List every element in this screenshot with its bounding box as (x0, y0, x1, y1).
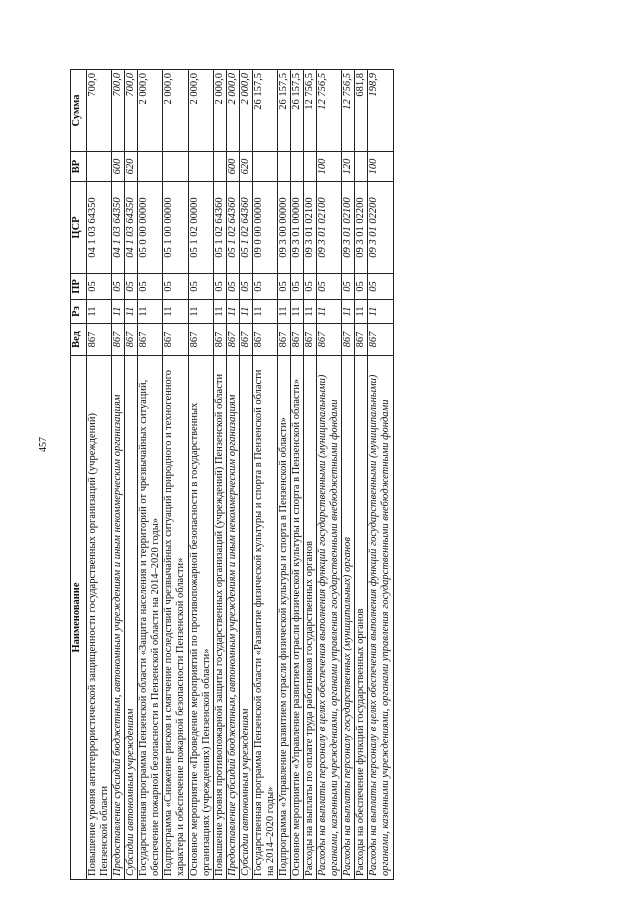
cell-name: Государственная программа Пензенской области «Защита населения и территорий от чрезвычайных ситуаций, обеспечение пожарной безопасности в Пензенской области на 2014–2020 годы» (138, 356, 163, 880)
table-row (304, 70, 317, 880)
cell-rz: 11 (125, 300, 138, 324)
cell-name: Расходы на обеспечение функций государственных органов (355, 356, 368, 880)
cell-name: Подпрограмма «Управление развитием отрасли физической культуры и спорта в Пензенской области» (277, 356, 290, 880)
cell-vr: 120 (342, 152, 355, 182)
cell-ved: 867 (163, 324, 188, 356)
cell-rz: 11 (239, 300, 252, 324)
cell-sum: 198,9 (368, 70, 393, 152)
cell-name: Государственная программа Пензенской области «Развитие физической культуры и спорта в Пензенской области на 2014–2020 годы» (252, 356, 277, 880)
cell-ved: 867 (252, 324, 277, 356)
cell-sum: 2 000,0 (213, 70, 226, 152)
cell-pr: 05 (291, 274, 304, 300)
cell-csr: 05 1 02 64360 (226, 182, 239, 274)
cell-vr (163, 152, 188, 182)
cell-pr: 05 (355, 274, 368, 300)
cell-ved: 867 (239, 324, 252, 356)
cell-sum: 2 000,0 (138, 70, 163, 152)
table-row (112, 70, 125, 880)
cell-sum: 12 756,5 (342, 70, 355, 152)
cell-name: Субсидии автономным учреждениям (125, 356, 138, 880)
cell-vr (355, 152, 368, 182)
cell-vr (252, 152, 277, 182)
cell-rz: 11 (277, 300, 290, 324)
cell-csr: 09 3 01 02100 (317, 182, 342, 274)
cell-vr (188, 152, 213, 182)
cell-name: Повышение уровня антитеррористической защищенности государственных организаций (учреждений) Пензенской области (87, 356, 112, 880)
cell-ved: 867 (226, 324, 239, 356)
cell-sum: 26 157,5 (277, 70, 290, 152)
table-row (368, 70, 393, 880)
cell-sum: 26 157,5 (291, 70, 304, 152)
cell-pr: 05 (87, 274, 112, 300)
cell-rz: 11 (226, 300, 239, 324)
cell-vr: 100 (317, 152, 342, 182)
cell-pr: 05 (112, 274, 125, 300)
cell-sum: 26 157,5 (252, 70, 277, 152)
cell-csr: 09 3 01 02200 (368, 182, 393, 274)
cell-sum: 2 000,0 (226, 70, 239, 152)
table-row (277, 70, 290, 880)
cell-pr: 05 (317, 274, 342, 300)
cell-pr: 05 (213, 274, 226, 300)
cell-ved: 867 (368, 324, 393, 356)
cell-csr: 05 1 02 64360 (213, 182, 226, 274)
cell-pr: 05 (125, 274, 138, 300)
cell-rz: 11 (112, 300, 125, 324)
cell-name: Расходы на выплаты персоналу государственных (муниципальных) органов (342, 356, 355, 880)
header-sum: Сумма (71, 70, 87, 152)
cell-vr (213, 152, 226, 182)
table-row (239, 70, 252, 880)
cell-sum: 12 756,5 (304, 70, 317, 152)
cell-rz: 11 (213, 300, 226, 324)
table-row (138, 70, 163, 880)
cell-csr: 05 1 00 00000 (163, 182, 188, 274)
cell-csr: 05 1 02 64360 (239, 182, 252, 274)
cell-sum: 2 000,0 (188, 70, 213, 152)
cell-vr: 620 (239, 152, 252, 182)
cell-csr: 04 1 03 64350 (87, 182, 112, 274)
cell-name: Основное мероприятие «Управление развитием отрасли физической культуры и спорта в Пензенской области» (291, 356, 304, 880)
cell-csr: 09 3 01 02100 (304, 182, 317, 274)
cell-ved: 867 (317, 324, 342, 356)
cell-pr: 05 (188, 274, 213, 300)
header-vr: ВР (71, 152, 87, 182)
cell-ved: 867 (87, 324, 112, 356)
cell-name: Предоставление субсидий бюджетным, автономным учреждениям и иным некоммерческим организациям (112, 356, 125, 880)
cell-csr: 04 1 03 64350 (125, 182, 138, 274)
table-row (355, 70, 368, 880)
cell-rz: 11 (252, 300, 277, 324)
cell-rz: 11 (188, 300, 213, 324)
cell-rz: 11 (317, 300, 342, 324)
cell-vr (304, 152, 317, 182)
cell-pr: 05 (277, 274, 290, 300)
cell-csr: 09 0 00 00000 (252, 182, 277, 274)
cell-vr (277, 152, 290, 182)
cell-rz: 11 (291, 300, 304, 324)
cell-csr: 05 0 00 00000 (138, 182, 163, 274)
cell-ved: 867 (125, 324, 138, 356)
cell-vr: 620 (125, 152, 138, 182)
cell-pr: 05 (226, 274, 239, 300)
cell-vr (291, 152, 304, 182)
cell-sum: 700,0 (87, 70, 112, 152)
cell-csr: 09 3 01 02100 (342, 182, 355, 274)
cell-rz: 11 (138, 300, 163, 324)
cell-name: Расходы на выплаты персоналу в целях обеспечения выполнения функций государственными (муниципальными) органами, казенными учреждениями, органами управления государственными внебюджетными фондами (317, 356, 342, 880)
cell-ved: 867 (355, 324, 368, 356)
page-number: 457 (38, 437, 49, 452)
cell-sum: 681,8 (355, 70, 368, 152)
header-rz: Рз (71, 300, 87, 324)
cell-ved: 867 (291, 324, 304, 356)
cell-ved: 867 (277, 324, 290, 356)
cell-ved: 867 (342, 324, 355, 356)
cell-csr: 09 3 01 02200 (355, 182, 368, 274)
table-row (188, 70, 213, 880)
cell-pr: 05 (368, 274, 393, 300)
cell-sum: 2 000,0 (163, 70, 188, 152)
cell-name: Субсидии автономным учреждениям (239, 356, 252, 880)
budget-table (70, 69, 394, 880)
table-row (87, 70, 112, 880)
cell-ved: 867 (112, 324, 125, 356)
header-ved: Вед (71, 324, 87, 356)
cell-vr: 100 (368, 152, 393, 182)
cell-rz: 11 (368, 300, 393, 324)
cell-pr: 05 (252, 274, 277, 300)
cell-rz: 11 (355, 300, 368, 324)
table-header-row (71, 70, 87, 880)
cell-pr: 05 (342, 274, 355, 300)
cell-csr: 04 1 03 64350 (112, 182, 125, 274)
cell-rz: 11 (163, 300, 188, 324)
cell-ved: 867 (138, 324, 163, 356)
header-pr: ПР (71, 274, 87, 300)
table-row (252, 70, 277, 880)
table-row (163, 70, 188, 880)
cell-csr: 09 3 00 00000 (277, 182, 290, 274)
cell-name: Повышение уровня противопожарной защиты государственных организаций (учреждений) Пензенской области (213, 356, 226, 880)
table-row (226, 70, 239, 880)
table-row (291, 70, 304, 880)
cell-name: Подпрограмма «Снижение рисков и смягчение последствий чрезвычайных ситуаций природного и техногенного характера и обеспечение пожарной безопасности Пензенской области» (163, 356, 188, 880)
table-row (342, 70, 355, 880)
cell-name: Расходы на выплаты по оплате труда работников государственных органов (304, 356, 317, 880)
cell-sum: 700,0 (112, 70, 125, 152)
cell-vr (87, 152, 112, 182)
cell-name: Расходы на выплаты персоналу в целях обеспечения выполнения функций государственными (муниципальными) органами, казенными учреждениями, органами управления государственными внебюджетными фондами (368, 356, 393, 880)
cell-csr: 05 1 02 00000 (188, 182, 213, 274)
cell-sum: 700,0 (125, 70, 138, 152)
cell-rz: 11 (342, 300, 355, 324)
rotated-page (70, 70, 630, 880)
cell-csr: 09 3 01 00000 (291, 182, 304, 274)
header-csr: ЦСР (71, 182, 87, 274)
cell-vr: 600 (226, 152, 239, 182)
cell-rz: 11 (87, 300, 112, 324)
cell-name: Предоставление субсидий бюджетным, автономным учреждениям и иным некоммерческим организациям (226, 356, 239, 880)
cell-pr: 05 (304, 274, 317, 300)
header-name: Наименование (71, 356, 87, 880)
cell-pr: 05 (163, 274, 188, 300)
cell-ved: 867 (188, 324, 213, 356)
cell-pr: 05 (239, 274, 252, 300)
table-row (317, 70, 342, 880)
cell-sum: 2 000,0 (239, 70, 252, 152)
table-row (213, 70, 226, 880)
cell-ved: 867 (213, 324, 226, 356)
table-row (125, 70, 138, 880)
cell-pr: 05 (138, 274, 163, 300)
cell-vr: 600 (112, 152, 125, 182)
cell-vr (138, 152, 163, 182)
cell-rz: 11 (304, 300, 317, 324)
cell-ved: 867 (304, 324, 317, 356)
cell-name: Основное мероприятие «Проведение мероприятий по противопожарной безопасности в государственных организациях (учреждениях) Пензенской области» (188, 356, 213, 880)
cell-sum: 12 756,5 (317, 70, 342, 152)
